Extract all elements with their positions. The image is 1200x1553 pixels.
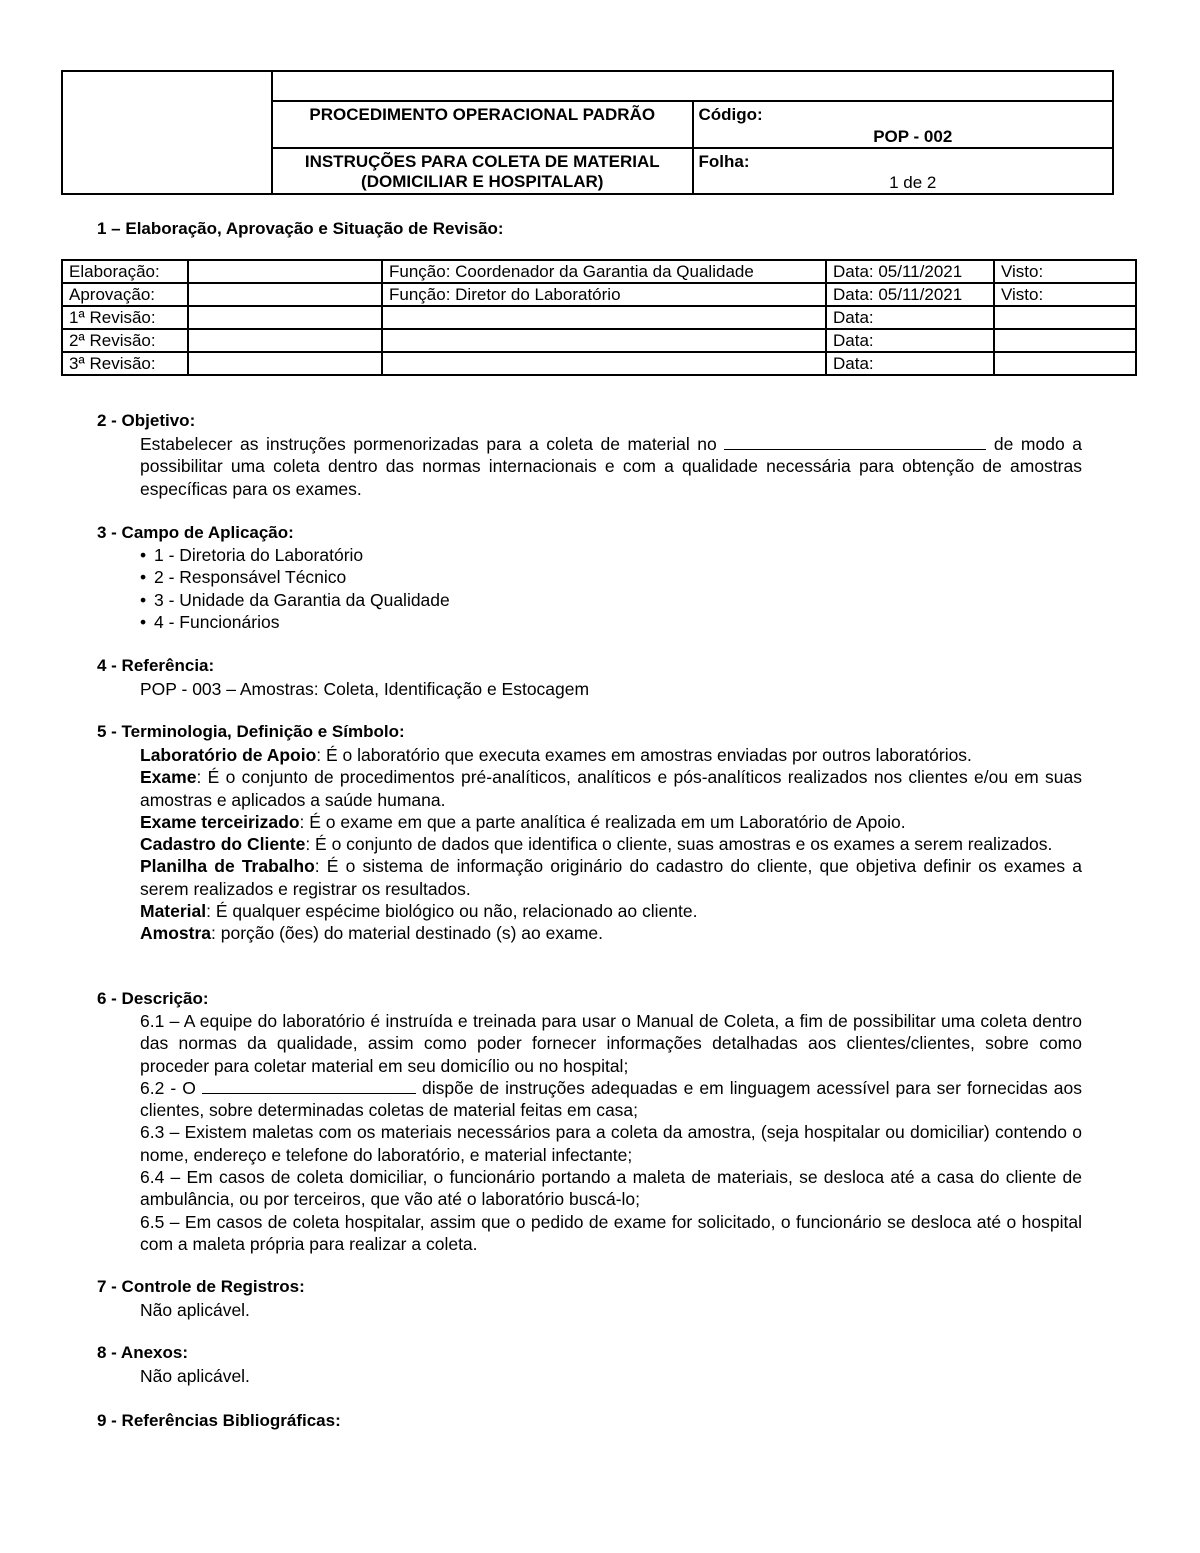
table-cell bbox=[188, 352, 382, 375]
description-block bbox=[140, 1010, 1082, 1255]
table-cell: 1ª Revisão: bbox=[62, 306, 188, 329]
description-item-6-3: 6.3 – Existem maletas com os materiais necessários para a coleta da amostra, (seja hospitalar ou domiciliar) contendo o nome, endereço e telefone do laboratório, e material infectante; bbox=[140, 1122, 1082, 1165]
term-text: : É o sistema de informação originário do cadastro do cliente, que objetiva definir os exames a serem realizados e registrar os resultados. bbox=[140, 856, 1083, 899]
objective-text-end: de modo a possibilitar uma coleta dentro das normas internacionais e com a qualidade necessária para obtenção de amostras específicas para os exames. bbox=[140, 434, 1082, 499]
term-text: : É o exame em que a parte analítica é realizada em um Laboratório de Apoio. bbox=[299, 811, 906, 832]
table-row bbox=[62, 329, 1136, 352]
table-cell bbox=[382, 352, 826, 375]
table-cell: Data: 05/11/2021 bbox=[826, 260, 994, 283]
description-item-6-1: 6.1 – A equipe do laboratório é instruída e treinada para usar o Manual de Coleta, a fim de possibilitar uma coleta dentro das normas da qualidade, assim como poder fornecer informações detalhadas aos clientes/clientes, sobre como proceder para coletar material em seu domicílio ou no hospital; bbox=[140, 1011, 1082, 1076]
list-item bbox=[140, 589, 1082, 611]
table-cell bbox=[994, 352, 1136, 375]
bullet-icon: • bbox=[140, 611, 147, 632]
sheet-label: Folha: bbox=[698, 152, 750, 171]
table-cell bbox=[994, 306, 1136, 329]
table-cell bbox=[994, 329, 1136, 352]
table-cell: Data: bbox=[826, 352, 994, 375]
subtitle-line-1: INSTRUÇÕES PARA COLETA DE MATERIAL bbox=[304, 152, 660, 171]
header-top-blank bbox=[272, 71, 1113, 101]
description-6-2-end: dispõe de instruções adequadas e em linguagem acessível para ser fornecidas aos clientes, sobre determinadas coletas de material feitas em casa; bbox=[140, 1077, 1082, 1121]
section-8-title: 8 - Anexos: bbox=[97, 1343, 189, 1362]
list-item-text: 1 - Diretoria do Laboratório bbox=[154, 545, 364, 565]
term-text: : É o laboratório que executa exames em amostras enviadas por outros laboratórios. bbox=[316, 745, 972, 765]
code-value: POP - 002 bbox=[873, 127, 953, 146]
description-item-6-2 bbox=[140, 1077, 1082, 1122]
term-definition bbox=[140, 900, 1082, 922]
sheet-value: 1 de 2 bbox=[889, 173, 937, 192]
term-definition bbox=[140, 811, 1082, 833]
term-definition bbox=[140, 855, 1082, 900]
section-2-title: 2 - Objetivo: bbox=[97, 411, 196, 430]
table-cell bbox=[188, 306, 382, 329]
term-text: : É o conjunto de dados que identifica o cliente, suas amostras e os exames a serem realizados. bbox=[305, 834, 1053, 855]
document-title-text: PROCEDIMENTO OPERACIONAL PADRÃO bbox=[309, 105, 656, 124]
reference-text: POP - 003 – Amostras: Coleta, Identificação e Estocagem bbox=[140, 679, 590, 699]
term-name: Amostra bbox=[140, 923, 211, 944]
objective-text bbox=[140, 433, 1082, 500]
section-9-title: 9 - Referências Bibliográficas: bbox=[97, 1411, 341, 1430]
term-definition bbox=[140, 744, 1082, 766]
term-definition bbox=[140, 833, 1082, 855]
description-6-2-start: 6.2 - O bbox=[140, 1077, 196, 1098]
term-name: Material bbox=[140, 901, 207, 922]
table-cell bbox=[382, 306, 826, 329]
code-cell bbox=[693, 101, 1114, 148]
term-name: Exame bbox=[140, 767, 197, 788]
table-cell: Aprovação: bbox=[62, 283, 188, 306]
term-text: : É qualquer espécime biológico ou não, relacionado ao cliente. bbox=[206, 901, 698, 922]
section-6-title: 6 - Descrição: bbox=[97, 989, 209, 1008]
section-1-title: 1 – Elaboração, Aprovação e Situação de Revisão: bbox=[97, 219, 504, 238]
table-cell: Visto: bbox=[994, 283, 1136, 306]
application-list-block bbox=[140, 544, 1082, 633]
bullet-icon: • bbox=[140, 567, 147, 588]
objective-text-start: Estabelecer as instruções pormenorizadas para a coleta de material no bbox=[140, 434, 717, 454]
section-4-title: 4 - Referência: bbox=[97, 656, 215, 675]
objective-blank-field bbox=[724, 449, 986, 450]
description-blank-field bbox=[202, 1093, 416, 1094]
table-cell: Função: Coordenador da Garantia da Qualidade bbox=[382, 260, 826, 283]
table-cell: Elaboração: bbox=[62, 260, 188, 283]
bullet-icon: • bbox=[140, 545, 147, 565]
document-title bbox=[272, 101, 693, 148]
table-row bbox=[62, 260, 1136, 283]
list-item-text: 4 - Funcionários bbox=[154, 611, 280, 632]
table-cell bbox=[382, 329, 826, 352]
term-name: Laboratório de Apoio bbox=[140, 745, 317, 765]
term-text: : É o conjunto de procedimentos pré-analíticos, analíticos e pós-analíticos realizados nos clientes e/ou em suas amostras e aplicados a saúde humana. bbox=[140, 767, 1082, 810]
term-name: Cadastro do Cliente bbox=[140, 834, 306, 855]
table-cell bbox=[188, 329, 382, 352]
term-text: : porção (ões) do material destinado (s) ao exame. bbox=[211, 923, 603, 944]
table-cell: Data: 05/11/2021 bbox=[826, 283, 994, 306]
code-label: Código: bbox=[698, 105, 763, 124]
section-3-title: 3 - Campo de Aplicação: bbox=[97, 523, 294, 542]
description-item-6-4: 6.4 – Em casos de coleta domiciliar, o funcionário portando a maleta de materiais, se desloca até a casa do cliente de ambulância, ou por terceiros, que vão até o laboratório buscá-lo; bbox=[140, 1167, 1082, 1210]
document-subtitle bbox=[272, 148, 693, 194]
table-row bbox=[62, 306, 1136, 329]
table-cell: Data: bbox=[826, 329, 994, 352]
table-cell: Função: Diretor do Laboratório bbox=[382, 283, 826, 306]
bullet-icon: • bbox=[140, 589, 147, 610]
term-definition bbox=[140, 922, 1082, 944]
list-item bbox=[140, 611, 1082, 633]
list-item bbox=[140, 566, 1082, 588]
section-5-title: 5 - Terminologia, Definição e Símbolo: bbox=[97, 722, 405, 741]
table-cell: Data: bbox=[826, 306, 994, 329]
term-definition bbox=[140, 766, 1082, 811]
records-control-text: Não aplicável. bbox=[140, 1300, 250, 1320]
term-name: Exame terceirizado bbox=[140, 811, 300, 832]
terminology-block bbox=[140, 744, 1082, 945]
table-row bbox=[62, 283, 1136, 306]
subtitle-line-2: (DOMICILIAR E HOSPITALAR) bbox=[361, 172, 604, 191]
list-item bbox=[140, 544, 1082, 566]
description-item-6-5: 6.5 – Em casos de coleta hospitalar, assim que o pedido de exame for solicitado, o funcionário se desloca até o hospital com a maleta própria para realizar a coleta. bbox=[140, 1211, 1082, 1254]
revision-table bbox=[61, 259, 1137, 376]
term-name: Planilha de Trabalho bbox=[140, 856, 315, 877]
table-cell: 2ª Revisão: bbox=[62, 329, 188, 352]
table-cell bbox=[188, 260, 382, 283]
list-item-text: 3 - Unidade da Garantia da Qualidade bbox=[154, 589, 450, 610]
sheet-cell bbox=[693, 148, 1114, 194]
table-cell: 3ª Revisão: bbox=[62, 352, 188, 375]
table-row bbox=[62, 352, 1136, 375]
table-cell bbox=[188, 283, 382, 306]
annexes-text: Não aplicável. bbox=[140, 1366, 250, 1386]
application-list bbox=[140, 544, 1082, 633]
logo-cell bbox=[62, 71, 272, 194]
section-7-title: 7 - Controle de Registros: bbox=[97, 1277, 305, 1296]
list-item-text: 2 - Responsável Técnico bbox=[154, 567, 347, 588]
header-table bbox=[61, 70, 1114, 195]
table-cell: Visto: bbox=[994, 260, 1136, 283]
